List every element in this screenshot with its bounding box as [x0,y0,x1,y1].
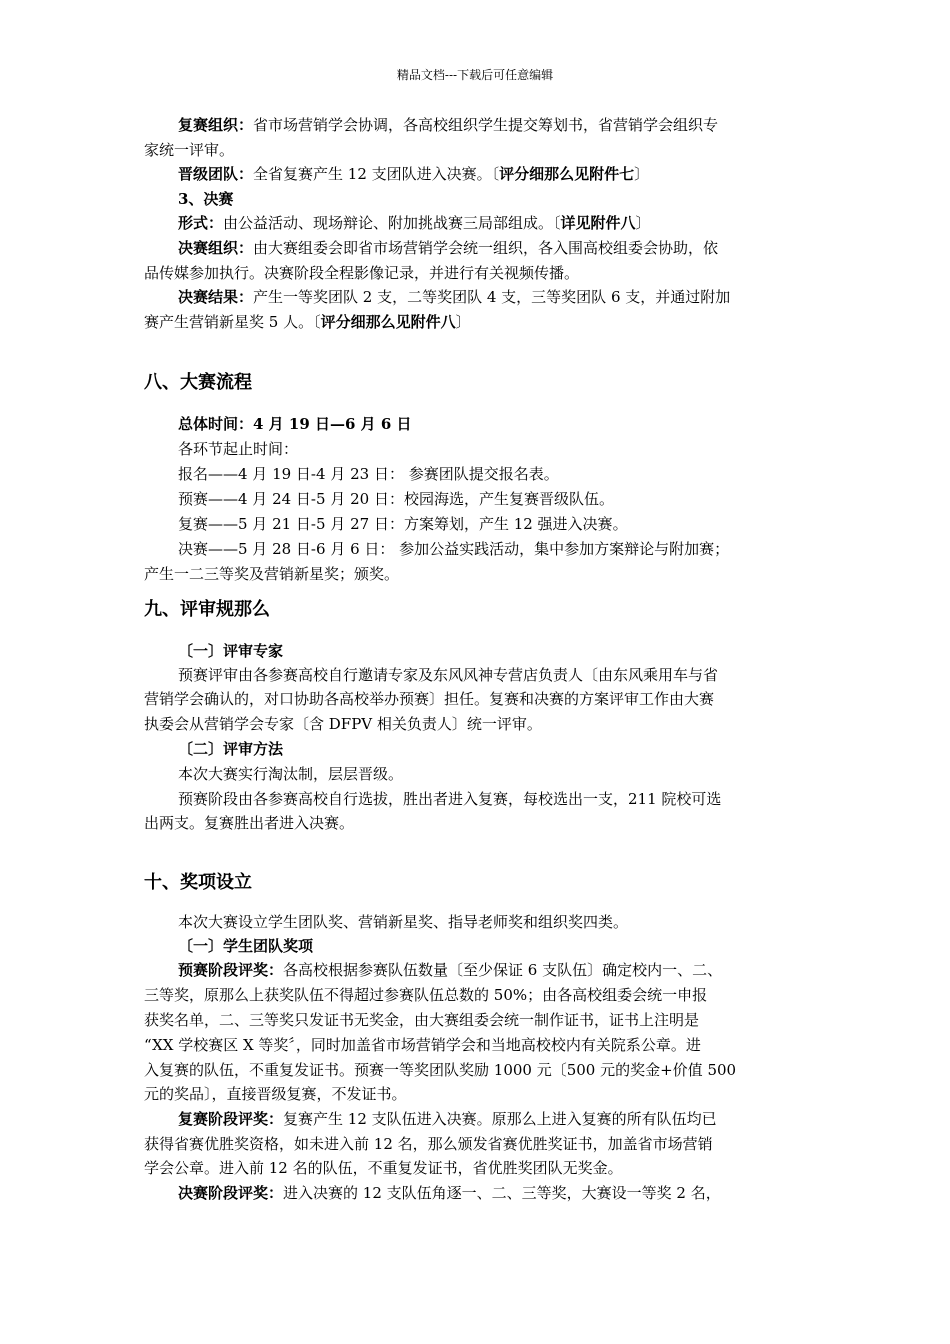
paragraph-line: 学会公章。进入前 12 名的队伍，不重复发证书，省优胜奖团队无奖金。 [144,1159,623,1177]
section-heading: 九、评审规那么 [144,599,270,620]
paragraph-line: 品传媒参加执行。决赛阶段全程影像记录，并进行有关视频传播。 [144,264,580,282]
paragraph-line: 获奖名单，二、三等奖只发证书无奖金，由大赛组委会统一制作证书，证书上注明是 [144,1011,700,1029]
paragraph-line: 赛产生营销新星奖 5 人。〔评分细那么见附件八〕 [144,313,471,331]
result-label: 决赛结果： [178,288,254,306]
paragraph-line: 形式：由公益活动、现场辩论、附加挑战赛三局部组成。〔详见附件八〕 [178,214,651,232]
paragraph-line: 本次大赛设立学生团队奖、营销新星奖、指导老师奖和组织奖四类。 [178,913,629,931]
paragraph-line: 决赛结果：产生一等奖团队 2 支，二等奖团队 4 支，三等奖团队 6 支，并通过附加 [178,288,731,306]
paragraph-line: 预赛评审由各参赛高校自行邀请专家及东风风神专营店负责人〔由东风乘用车与省 [178,666,719,684]
paragraph-line: 复赛组织：省市场营销学会协调，各高校组织学生提交筹划书，省营销学会组织专 [178,116,719,134]
paragraph-line: 营销学会确认的，对口协助各高校举办预赛〕担任。复赛和决赛的方案评审工作由大赛 [144,690,715,708]
paragraph-line: 各环节起止时间： [178,440,299,458]
final-label: 决赛阶段评奖： [178,1184,284,1202]
paragraph-line: “XX 学校赛区 X 等奖〞，同时加盖省市场营销学会和当地高校校内有关院系公章。进 [144,1036,701,1054]
stage-line: 复赛——5 月 21 日-5 月 27 日：方案筹划，产生 12 强进入决赛。 [178,515,628,533]
juesai-org-label: 决赛组织： [178,239,254,257]
paragraph-line: 决赛组织：由大赛组委会即省市场营销学会统一组织，各入围高校组委会协助，依 [178,239,719,257]
section-heading: 八、大赛流程 [144,372,252,393]
paragraph-line: 执委会从营销学会专家〔含 DFPV 相关负责人〕统一评审。 [144,715,542,733]
paragraph-line: 预赛阶段评奖：各高校根据参赛队伍数量〔至少保证 6 支队伍〕确定校内一、二、 [178,961,723,979]
pre-label: 预赛阶段评奖： [178,961,284,979]
paragraph-line: 预赛阶段由各参赛高校自行选拔，胜出者进入复赛，每校选出一支，211 院校可选 [178,790,722,808]
paragraph-line: 三等奖，原那么上获奖队伍不得超过参赛队伍总数的 50%；由各高校组委会统一申报 [144,986,708,1004]
stage-line: 报名——4 月 19 日-4 月 23 日： 参赛团队提交报名表。 [178,465,559,483]
stage-line: 预赛——4 月 24 日-5 月 20 日：校园海选，产生复赛晋级队伍。 [178,490,614,508]
xingshi-label: 形式： [178,214,224,232]
stage-line: 决赛——5 月 28 日-6 月 6 日： 参加公益实践活动，集中参加方案辩论与附加赛； [178,540,730,558]
paragraph-line: 复赛阶段评奖：复赛产生 12 支队伍进入决赛。原那么上进入复赛的所有队伍均已 [178,1110,717,1128]
fusai-org-label: 复赛组织： [178,116,254,134]
semi-label: 复赛阶段评奖： [178,1110,284,1128]
paragraph-line: 出两支。复赛胜出者进入决赛。 [144,814,355,832]
paragraph-line: 家统一评审。 [144,141,235,159]
subsection-title: 〔一〕评审专家 [178,642,284,660]
paragraph-line: 元的奖品〕，直接晋级复赛，不发证书。 [144,1085,407,1103]
paragraph-line: 决赛阶段评奖：进入决赛的 12 支队伍角逐一、二、三等奖，大赛设一等奖 2 名， [178,1184,721,1202]
total-time: 总体时间：4 月 19 日—6 月 6 日 [178,415,412,433]
jinji-label: 晋级团队： [178,165,254,183]
subsection-title: 〔二〕评审方法 [178,740,284,758]
stage-line: 产生一二三等奖及营销新星奖；颁奖。 [144,565,400,583]
subsection-title: 〔一〕学生团队奖项 [178,937,314,955]
paragraph-line: 本次大赛实行淘汰制，层层晋级。 [178,765,404,783]
paragraph-line: 获得省赛优胜奖资格，如未进入前 12 名，那么颁发省赛优胜奖证书，加盖省市场营销 [144,1135,713,1153]
paragraph-line: 晋级团队：全省复赛产生 12 支团队进入决赛。〔评分细那么见附件七〕 [178,165,650,183]
subsection-title: 3、决赛 [178,190,234,208]
page-header: 精品文档---下载后可任意编辑 [396,68,554,82]
paragraph-line: 入复赛的队伍，不重复发证书。预赛一等奖团队奖励 1000 元〔500 元的奖金+价值 500 [144,1061,737,1079]
section-heading: 十、奖项设立 [144,872,252,893]
